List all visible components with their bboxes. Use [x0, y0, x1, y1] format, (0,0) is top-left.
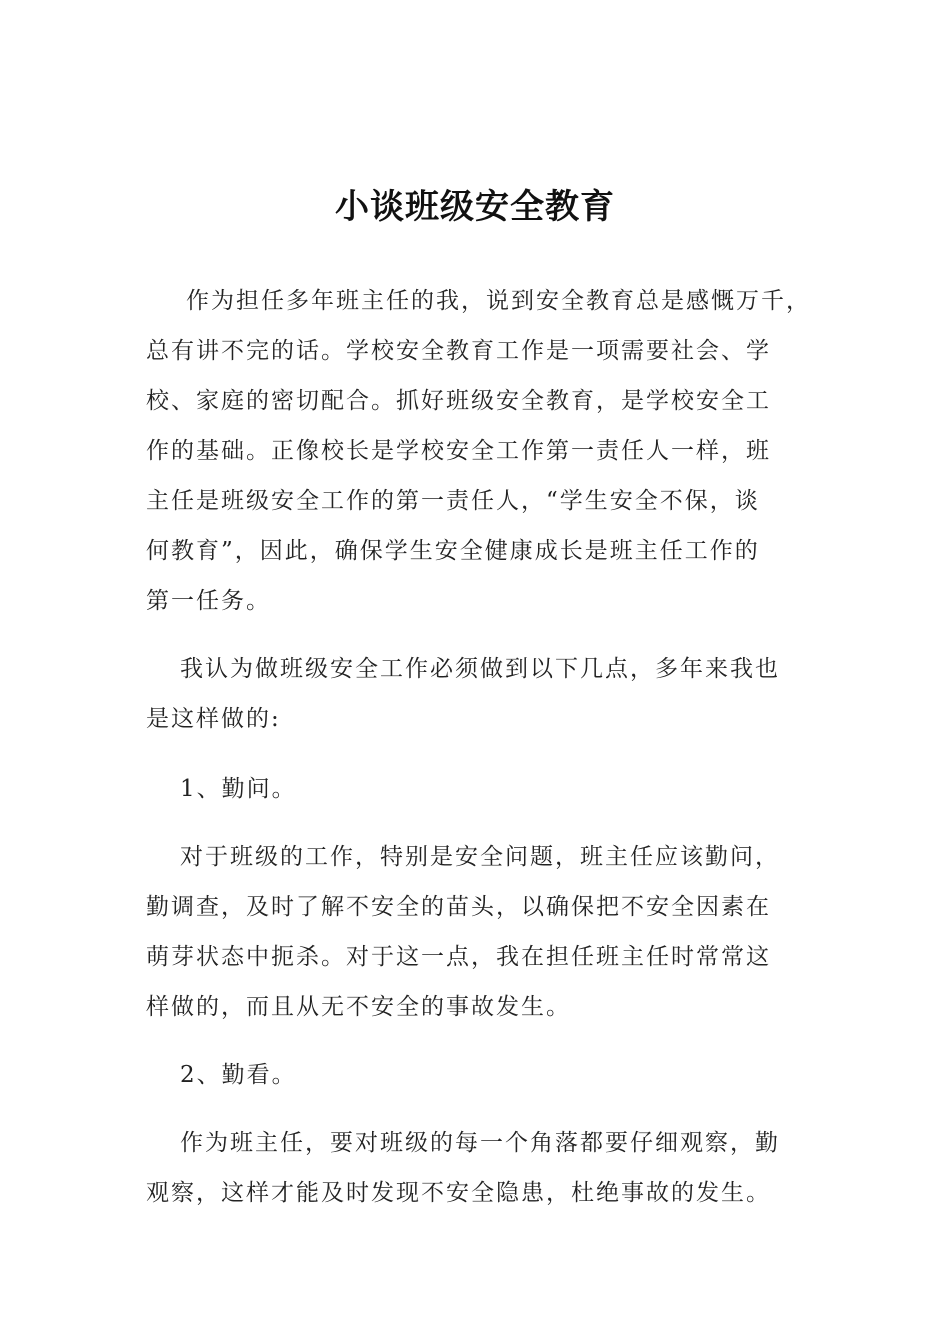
- paragraph-line: 我认为做班级安全工作必须做到以下几点，多年来我也: [180, 656, 780, 682]
- paragraph-look: [146, 1118, 806, 1218]
- paragraph-line: 作的基础。正像校长是学校安全工作第一责任人一样，班: [146, 438, 771, 464]
- paragraph-line: 样做的，而且从无不安全的事故发生。: [146, 994, 571, 1020]
- paragraph-line: 校、家庭的密切配合。抓好班级安全教育，是学校安全工: [146, 388, 771, 414]
- paragraph-points-intro: [146, 644, 806, 744]
- document-title: 小谈班级安全教育: [335, 186, 615, 227]
- paragraph-line: 2、勤看。: [180, 1062, 297, 1088]
- paragraph-line: 是这样做的:: [146, 706, 281, 732]
- paragraph-line: 1、勤问。: [180, 776, 297, 802]
- paragraph-line: 第一任务。: [146, 588, 271, 614]
- paragraph-line: 总有讲不完的话。学校安全教育工作是一项需要社会、学: [146, 338, 771, 364]
- paragraph-intro: [146, 276, 811, 626]
- paragraph-ask: [146, 832, 806, 1032]
- paragraph-line: 对于班级的工作，特别是安全问题，班主任应该勤问，: [180, 844, 780, 870]
- paragraph-line: 作为担任多年班主任的我，说到安全教育总是感慨万千，: [186, 288, 811, 314]
- paragraph-line: 勤调查，及时了解不安全的苗头，以确保把不安全因素在: [146, 894, 771, 920]
- section-heading-look: [146, 1050, 806, 1100]
- paragraph-line: 作为班主任，要对班级的每一个角落都要仔细观察，勤: [180, 1130, 780, 1156]
- section-heading-ask: [146, 764, 806, 814]
- paragraph-line: 观察，这样才能及时发现不安全隐患，杜绝事故的发生。: [146, 1180, 771, 1206]
- paragraph-line: 何教育”，因此，确保学生安全健康成长是班主任工作的: [146, 538, 760, 564]
- paragraph-line: 萌芽状态中扼杀。对于这一点，我在担任班主任时常常这: [146, 944, 771, 970]
- paragraph-line: 主任是班级安全工作的第一责任人，“学生安全不保，谈: [146, 488, 760, 514]
